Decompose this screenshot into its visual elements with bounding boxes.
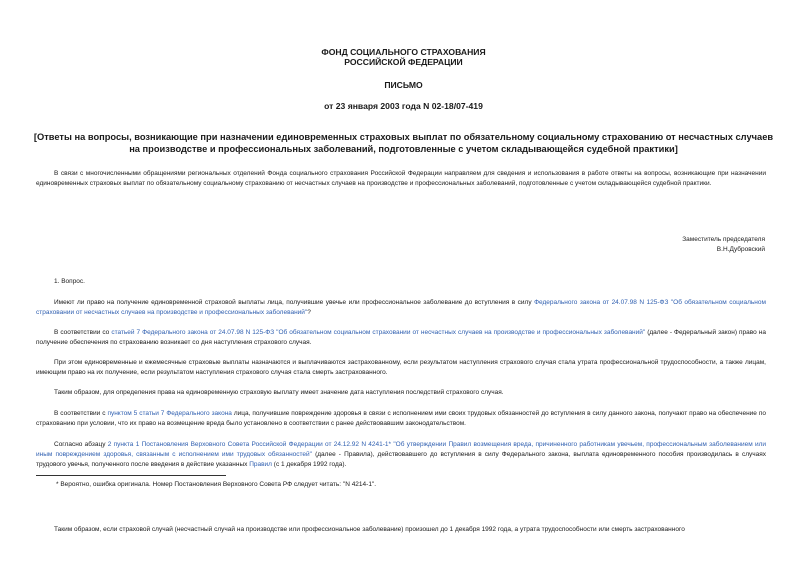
a3-text: Таким образом, для определения права на единовременную страховую выплату имеет значение дата наступления последствий страхового случая.	[54, 389, 504, 396]
supreme-council-resolution-link[interactable]: 2 пункта 1 Постановления Верховного Совета Российской Федерации от 24.12.92 N 4241-1*	[107, 441, 392, 448]
question-1-heading-text: 1. Вопрос.	[54, 278, 85, 285]
document-title: [Ответы на вопросы, возникающие при назначении единовременных страховых выплат по обязательному социальному страхованию от несчастных случаев на производстве и профессиональных заболеваний, подготовленные с учетом складывающейся судебной практики]	[33, 132, 774, 154]
rules-link[interactable]: Правил	[249, 461, 272, 468]
footnote-divider	[36, 475, 226, 476]
a5-text-start: Согласно абзацу	[54, 441, 108, 448]
q1-text-end: ?	[307, 309, 311, 316]
q1-text-start: Имеют ли право на получение единовременной страховой выплаты лица, получившие увечье или профессиональное заболевание до вступления в силу	[54, 299, 535, 306]
answer-paragraph-1	[36, 328, 766, 348]
intro-paragraph	[36, 169, 766, 189]
document-type: ПИСЬМО	[384, 80, 423, 90]
org-name-line1: ФОНД СОЦИАЛЬНОГО СТРАХОВАНИЯ	[321, 47, 486, 57]
answer-paragraph-4	[36, 409, 766, 429]
clause-5-article-7-link[interactable]: пунктом 5 статьи 7 Федерального закона	[107, 410, 232, 417]
signature-position: Заместитель председателя	[682, 236, 765, 243]
answer-paragraph-2	[36, 358, 766, 378]
signature-name: В.Н.Дубровский	[716, 246, 765, 253]
org-name-line2: РОССИЙСКОЙ ФЕДЕРАЦИИ	[344, 57, 463, 67]
a2-text: При этом единовременные и ежемесячные страховые выплаты назначаются и выплачиваются застрахованному, если результатом наступления страхового случая стала утрата профессиональной трудоспособности, а также лицам, имеющим право на их получение, если результатом наступления страхового случая стала смерть застрахованного.	[36, 359, 766, 376]
question-1-text	[36, 298, 766, 318]
a4-text-end: лица, получившие повреждение здоровья в связи с исполнением ими своих трудовых обязанностей до вступления в силу данного закона, получают право на обеспечение по страхованию при условии, что их право на возмещение вреда было установлено в соответствии с ранее действовавшим законодательством.	[36, 410, 766, 427]
article-7-law-link[interactable]: статьей 7 Федерального закона от 24.07.98 N 125-ФЗ "Об обязательном социальном страховании от несчастных случаев на производстве и профессиональных заболеваний"	[111, 329, 646, 336]
document-date-number: от 23 января 2003 года N 02-18/07-419	[324, 101, 483, 111]
answer-paragraph-3	[36, 388, 766, 398]
answer-paragraph-5	[36, 440, 766, 470]
intro-text: В связи с многочисленными обращениями региональных отделений Фонда социального страхования Российской Федерации направляем для сведения и использования в работе ответы на вопросы, возникающие при назначении единовременных страховых выплат по обязательному социальному страхованию от несчастных случаев на производстве и профессиональных заболеваний, подготовленные с учетом складывающейся судебной практики.	[36, 170, 766, 187]
a5-text-end: (с 1 декабря 1992 года).	[271, 461, 347, 468]
answer-paragraph-6	[36, 525, 766, 535]
a1-text-start: В соответствии со	[54, 329, 112, 336]
compensation-rules-link[interactable]: "Об утверждении Правил возмещения вреда, причиненного работникам увечьем, профессиональным заболеванием или иным повреждением здоровья, связанным с исполнением ими трудовых обязанностей"	[36, 441, 766, 458]
federal-law-125-link[interactable]: Федерального закона от 24.07.98 N 125-ФЗ "Об обязательном социальном страховании от несчастных случаев на производстве и профессиональных заболеваний"	[36, 299, 766, 316]
a1-text-end: (далее - Федеральный закон) право на получение обеспечения по страхованию возникает со дня наступления страхового случая.	[36, 329, 766, 346]
footnote-text: * Вероятно, ошибка оригинала. Номер Постановления Верховного Совета РФ следует читать: "N 4214-1".	[56, 481, 377, 488]
a6-text: Таким образом, если страховой случай (несчастный случай на производстве или профессиональное заболевание) произошел до 1 декабря 1992 года, а утрата трудоспособности или смерть застрахованного	[54, 526, 685, 533]
a4-text-start: В соответствии с	[54, 410, 108, 417]
question-1-heading	[36, 277, 766, 287]
a5-text-mid: (далее - Правила), действовавшего до вступления в силу Федерального закона, выплата единовременного пособия производилась в случаях трудового увечья, полученного после введения в действие указанных	[36, 451, 767, 468]
